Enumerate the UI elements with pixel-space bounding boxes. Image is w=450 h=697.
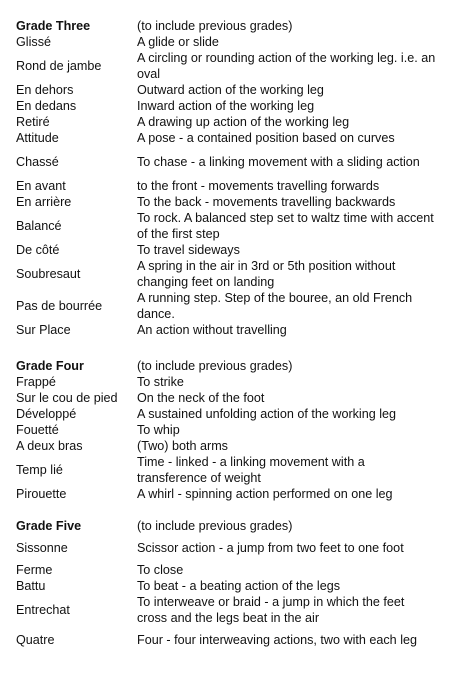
definition: A whirl - spinning action performed on one leg [137, 487, 393, 501]
section-note: (to include previous grades) [137, 359, 293, 373]
term: Temp lié [16, 463, 63, 477]
definition: A glide or slide [137, 35, 219, 49]
glossary-row [16, 374, 436, 390]
definition: To close [137, 563, 184, 577]
definition: To the back - movements travelling backwards [137, 195, 396, 209]
glossary-row [16, 438, 436, 454]
definition: Inward action of the working leg [137, 99, 315, 113]
glossary-row [16, 562, 436, 578]
glossary-row [16, 454, 436, 486]
glossary-row [16, 178, 436, 194]
definition: To interweave or braid - a jump in which the feet cross and the legs beat in the air [137, 595, 405, 625]
section-heading-row [16, 18, 436, 34]
term: En dehors [16, 83, 74, 97]
glossary-row [16, 290, 436, 322]
term: Pirouette [16, 487, 67, 501]
grade-five-section [16, 518, 436, 648]
definition: to the front - movements travelling forwards [137, 179, 380, 193]
section-heading: Grade Three [16, 19, 91, 33]
grade-four-section [16, 358, 436, 502]
definition: To strike [137, 375, 184, 389]
definition: A running step. Step of the bouree, an old French dance. [137, 291, 413, 321]
term: Balancé [16, 219, 62, 233]
term: Retiré [16, 115, 50, 129]
definition: To rock. A balanced step set to waltz time with accent of the first step [137, 211, 434, 241]
term: En arrière [16, 195, 72, 209]
glossary-row [16, 98, 436, 114]
glossary-row [16, 540, 436, 556]
definition: To beat - a beating action of the legs [137, 579, 341, 593]
term: A deux bras [16, 439, 83, 453]
term: Glissé [16, 35, 51, 49]
glossary-row [16, 82, 436, 98]
term: En avant [16, 179, 66, 193]
section-note: (to include previous grades) [137, 19, 293, 33]
section-heading-row [16, 518, 436, 534]
definition: A circling or rounding action of the working leg. i.e. an oval [137, 51, 436, 81]
definition: A pose - a contained position based on curves [137, 131, 395, 145]
glossary-row [16, 50, 436, 82]
definition: Time - linked - a linking movement with a transference of weight [137, 455, 365, 485]
glossary-row [16, 578, 436, 594]
definition: To travel sideways [137, 243, 240, 257]
glossary-row [16, 486, 436, 502]
term: Sur Place [16, 323, 71, 337]
glossary-row [16, 632, 436, 648]
term: Chassé [16, 155, 59, 169]
definition: On the neck of the foot [137, 391, 265, 405]
term: Ferme [16, 563, 53, 577]
term: Pas de bourrée [16, 299, 103, 313]
definition: Four - four interweaving actions, two with each leg [137, 633, 417, 647]
grade-three-section [16, 18, 436, 338]
definition: To whip [137, 423, 180, 437]
glossary-row [16, 242, 436, 258]
glossary-row [16, 422, 436, 438]
glossary-row [16, 406, 436, 422]
glossary-row [16, 114, 436, 130]
glossary-row [16, 390, 436, 406]
term: Sur le cou de pied [16, 391, 118, 405]
term: Battu [16, 579, 46, 593]
term: Quatre [16, 633, 55, 647]
section-heading-row [16, 358, 436, 374]
definition: Outward action of the working leg [137, 83, 324, 97]
glossary-row [16, 34, 436, 50]
definition: A spring in the air in 3rd or 5th position without changing feet on landing [137, 259, 396, 289]
section-heading: Grade Four [16, 359, 84, 373]
term: Frappé [16, 375, 56, 389]
glossary-row [16, 210, 436, 242]
term: Soubresaut [16, 267, 81, 281]
term: Rond de jambe [16, 59, 102, 73]
term: De côté [16, 243, 60, 257]
glossary-row [16, 258, 436, 290]
section-heading: Grade Five [16, 519, 82, 533]
definition: An action without travelling [137, 323, 287, 337]
definition: Scissor action - a jump from two feet to one foot [137, 541, 404, 555]
term: Fouetté [16, 423, 59, 437]
glossary-row [16, 130, 436, 146]
definition: A drawing up action of the working leg [137, 115, 350, 129]
definition: (Two) both arms [137, 439, 228, 453]
term: En dedans [16, 99, 77, 113]
term: Développé [16, 407, 77, 421]
glossary-row [16, 194, 436, 210]
term: Sissonne [16, 541, 68, 555]
term: Entrechat [16, 603, 70, 617]
glossary-row [16, 146, 436, 178]
glossary-row [16, 322, 436, 338]
definition: A sustained unfolding action of the working leg [137, 407, 397, 421]
term: Attitude [16, 131, 59, 145]
glossary-row [16, 594, 436, 626]
section-note: (to include previous grades) [137, 519, 293, 533]
definition: To chase - a linking movement with a sliding action [137, 155, 420, 169]
